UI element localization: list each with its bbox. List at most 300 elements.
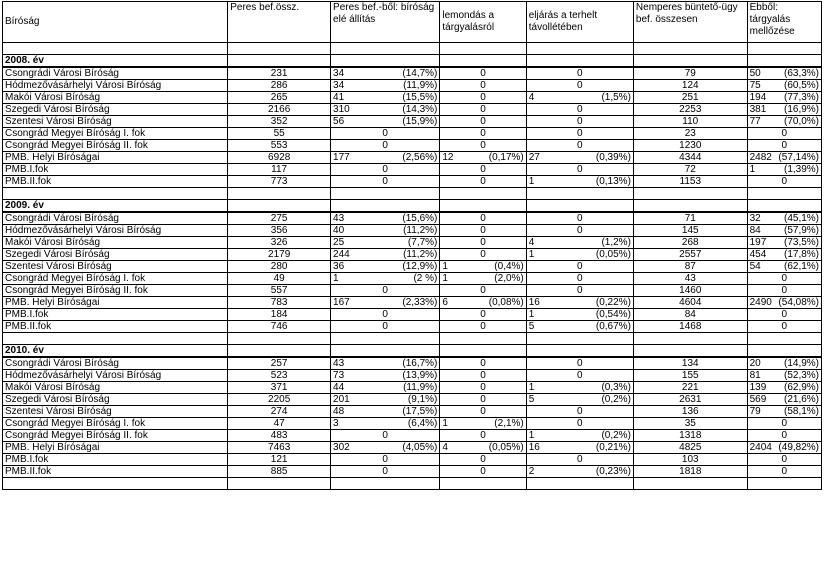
year-row bbox=[3, 200, 822, 213]
header-nemperes: Nemperes büntető-ügy bef. összesen bbox=[633, 2, 747, 43]
biro-ele-allitas-percent: (15,6%) bbox=[402, 212, 438, 224]
nemperes-total: 1468 bbox=[633, 321, 747, 333]
tavollet-percent: (1,2%) bbox=[601, 236, 631, 248]
lemondas: 0 bbox=[440, 430, 526, 442]
tavollet-percent: (0,39%) bbox=[595, 151, 631, 163]
biro-ele-allitas-percent: (11,2%) bbox=[403, 248, 438, 260]
biro-ele-allitas-percent: (14,7%) bbox=[402, 67, 438, 79]
tavollet: 0 bbox=[526, 128, 633, 140]
targyalas-mellozese bbox=[747, 237, 821, 249]
tavollet bbox=[526, 394, 633, 406]
biro-ele-allitas-count: 34 bbox=[333, 67, 345, 79]
spacer-cell bbox=[440, 333, 526, 345]
lemondas: 0 bbox=[440, 370, 526, 382]
spacer-cell bbox=[633, 43, 747, 55]
tavollet-percent: (0,05%) bbox=[595, 248, 631, 260]
biro-ele-allitas bbox=[331, 273, 440, 285]
biro-ele-allitas-percent: (2,56%) bbox=[402, 151, 438, 163]
nemperes-total: 2631 bbox=[633, 394, 747, 406]
peres-total: 352 bbox=[228, 116, 331, 128]
tavollet: 0 bbox=[526, 370, 633, 382]
biro-ele-allitas-percent: (7,7%) bbox=[407, 236, 438, 248]
tavollet: 0 bbox=[526, 104, 633, 116]
biro-ele-allitas-percent: (2 %) bbox=[413, 272, 438, 284]
tavollet bbox=[526, 152, 633, 164]
table-row bbox=[3, 116, 822, 128]
tavollet-count: 16 bbox=[528, 296, 540, 308]
court-name: Csongrád Megyei Bíróság I. fok bbox=[3, 418, 228, 430]
spacer-cell bbox=[633, 188, 747, 200]
peres-total: 257 bbox=[228, 357, 331, 370]
targyalas-mellozese: 0 bbox=[747, 430, 821, 442]
lemondas: 0 bbox=[440, 237, 526, 249]
nemperes-total: 84 bbox=[633, 309, 747, 321]
targyalas-mellozese-percent: (60,5%) bbox=[783, 79, 819, 91]
biro-ele-allitas bbox=[331, 104, 440, 116]
lemondas: 0 bbox=[440, 225, 526, 237]
tavollet bbox=[526, 297, 633, 309]
targyalas-mellozese-percent: (14,9%) bbox=[783, 357, 819, 369]
biro-ele-allitas: 0 bbox=[331, 164, 440, 176]
lemondas: 0 bbox=[440, 309, 526, 321]
tavollet: 0 bbox=[526, 140, 633, 152]
court-statistics-table bbox=[2, 1, 822, 490]
spacer-cell bbox=[747, 478, 821, 490]
targyalas-mellozese: 0 bbox=[747, 466, 821, 478]
nemperes-total: 110 bbox=[633, 116, 747, 128]
tavollet-count: 4 bbox=[528, 236, 535, 248]
targyalas-mellozese bbox=[747, 92, 821, 104]
peres-total: 117 bbox=[228, 164, 331, 176]
peres-total: 783 bbox=[228, 297, 331, 309]
biro-ele-allitas-count: 56 bbox=[333, 115, 345, 127]
court-name: PMB. Helyi Bíróságai bbox=[3, 442, 228, 454]
lemondas-percent: (2,1%) bbox=[494, 417, 524, 429]
year-label: 2009. év bbox=[3, 200, 228, 213]
peres-total: 275 bbox=[228, 212, 331, 225]
court-name: Csongrádi Városi Bíróság bbox=[3, 212, 228, 225]
year-label: 2008. év bbox=[3, 55, 228, 68]
tavollet-count: 4 bbox=[528, 91, 535, 103]
spacer-cell bbox=[228, 478, 331, 490]
court-name: Szentesi Városi Bíróság bbox=[3, 116, 228, 128]
targyalas-mellozese-count: 79 bbox=[749, 405, 761, 417]
lemondas-count: 6 bbox=[442, 296, 448, 308]
tavollet: 0 bbox=[526, 164, 633, 176]
table-row bbox=[3, 297, 822, 309]
spacer-cell bbox=[3, 478, 228, 490]
biro-ele-allitas bbox=[331, 237, 440, 249]
biro-ele-allitas-count: 25 bbox=[333, 236, 345, 248]
targyalas-mellozese: 0 bbox=[747, 128, 821, 140]
table-row bbox=[3, 176, 822, 188]
tavollet-count: 1 bbox=[528, 175, 535, 187]
peres-total: 356 bbox=[228, 225, 331, 237]
year-empty-cell bbox=[228, 55, 331, 68]
table-row bbox=[3, 357, 822, 370]
spacer-cell bbox=[3, 333, 228, 345]
peres-total: 286 bbox=[228, 80, 331, 92]
year-row bbox=[3, 345, 822, 358]
court-name: PMB. Helyi Bíróságai bbox=[3, 297, 228, 309]
biro-ele-allitas-count: 40 bbox=[333, 224, 345, 236]
targyalas-mellozese bbox=[747, 406, 821, 418]
targyalas-mellozese-count: 81 bbox=[749, 369, 761, 381]
targyalas-mellozese-count: 32 bbox=[749, 212, 761, 224]
tavollet: 0 bbox=[526, 261, 633, 273]
court-name: PMB.I.fok bbox=[3, 454, 228, 466]
spacer-row bbox=[3, 43, 822, 55]
biro-ele-allitas-percent: (4,05%) bbox=[402, 441, 438, 453]
spacer-cell bbox=[3, 43, 228, 55]
targyalas-mellozese-percent: (1,39%) bbox=[783, 163, 819, 175]
table-row bbox=[3, 406, 822, 418]
nemperes-total: 72 bbox=[633, 164, 747, 176]
lemondas: 0 bbox=[440, 92, 526, 104]
biro-ele-allitas-count: 43 bbox=[333, 212, 345, 224]
lemondas: 0 bbox=[440, 406, 526, 418]
biro-ele-allitas bbox=[331, 80, 440, 92]
targyalas-mellozese-percent: (63,3%) bbox=[783, 67, 819, 79]
tavollet bbox=[526, 176, 633, 188]
nemperes-total: 4604 bbox=[633, 297, 747, 309]
biro-ele-allitas: 0 bbox=[331, 466, 440, 478]
tavollet-count: 27 bbox=[528, 151, 540, 163]
targyalas-mellozese-percent: (62,1%) bbox=[783, 260, 819, 272]
nemperes-total: 221 bbox=[633, 382, 747, 394]
lemondas-count: 1 bbox=[442, 260, 448, 272]
tavollet-percent: (0,21%) bbox=[595, 441, 631, 453]
peres-total: 885 bbox=[228, 466, 331, 478]
biro-ele-allitas-count: 44 bbox=[333, 381, 345, 393]
tavollet bbox=[526, 309, 633, 321]
peres-total: 6928 bbox=[228, 152, 331, 164]
targyalas-mellozese bbox=[747, 104, 821, 116]
biro-ele-allitas bbox=[331, 116, 440, 128]
tavollet bbox=[526, 237, 633, 249]
targyalas-mellozese bbox=[747, 212, 821, 225]
lemondas: 0 bbox=[440, 67, 526, 80]
table-row bbox=[3, 128, 822, 140]
targyalas-mellozese: 0 bbox=[747, 176, 821, 188]
tavollet bbox=[526, 321, 633, 333]
peres-total: 47 bbox=[228, 418, 331, 430]
peres-total: 2166 bbox=[228, 104, 331, 116]
table-row bbox=[3, 249, 822, 261]
targyalas-mellozese: 0 bbox=[747, 418, 821, 430]
targyalas-mellozese-count: 54 bbox=[749, 260, 761, 272]
header-eljaras: eljárás a terhelt távollétében bbox=[526, 2, 633, 43]
year-empty-cell bbox=[440, 345, 526, 358]
nemperes-total: 155 bbox=[633, 370, 747, 382]
tavollet: 0 bbox=[526, 212, 633, 225]
tavollet-percent: (0,23%) bbox=[595, 465, 631, 477]
lemondas: 0 bbox=[440, 382, 526, 394]
nemperes-total: 2253 bbox=[633, 104, 747, 116]
biro-ele-allitas-percent: (13,9%) bbox=[402, 369, 438, 381]
targyalas-mellozese-count: 2482 bbox=[749, 151, 772, 163]
nemperes-total: 79 bbox=[633, 67, 747, 80]
lemondas: 0 bbox=[440, 128, 526, 140]
nemperes-total: 4825 bbox=[633, 442, 747, 454]
year-empty-cell bbox=[331, 55, 440, 68]
biro-ele-allitas bbox=[331, 297, 440, 309]
spacer-cell bbox=[747, 188, 821, 200]
table-row bbox=[3, 164, 822, 176]
lemondas: 0 bbox=[440, 104, 526, 116]
targyalas-mellozese bbox=[747, 116, 821, 128]
court-name: Csongrádi Városi Bíróság bbox=[3, 357, 228, 370]
targyalas-mellozese bbox=[747, 225, 821, 237]
peres-total: 274 bbox=[228, 406, 331, 418]
biro-ele-allitas-count: 36 bbox=[333, 260, 345, 272]
biro-ele-allitas-percent: (15,5%) bbox=[402, 91, 438, 103]
tavollet-count: 1 bbox=[528, 429, 535, 441]
targyalas-mellozese bbox=[747, 297, 821, 309]
year-empty-cell bbox=[633, 55, 747, 68]
tavollet: 0 bbox=[526, 116, 633, 128]
lemondas-count: 1 bbox=[442, 417, 448, 429]
year-empty-cell bbox=[747, 55, 821, 68]
targyalas-mellozese: 0 bbox=[747, 140, 821, 152]
year-empty-cell bbox=[526, 345, 633, 358]
biro-ele-allitas-count: 177 bbox=[333, 151, 350, 163]
tavollet-count: 5 bbox=[528, 320, 535, 332]
nemperes-total: 124 bbox=[633, 80, 747, 92]
tavollet: 0 bbox=[526, 285, 633, 297]
lemondas: 0 bbox=[440, 176, 526, 188]
tavollet bbox=[526, 249, 633, 261]
nemperes-total: 23 bbox=[633, 128, 747, 140]
targyalas-mellozese-percent: (58,1%) bbox=[783, 405, 819, 417]
biro-ele-allitas: 0 bbox=[331, 285, 440, 297]
targyalas-mellozese-count: 194 bbox=[749, 91, 767, 103]
peres-total: 483 bbox=[228, 430, 331, 442]
targyalas-mellozese-percent: (62,9%) bbox=[783, 381, 819, 393]
spacer-cell bbox=[440, 43, 526, 55]
lemondas: 0 bbox=[440, 285, 526, 297]
table-row bbox=[3, 212, 822, 225]
targyalas-mellozese-count: 197 bbox=[749, 236, 767, 248]
peres-total: 184 bbox=[228, 309, 331, 321]
biro-ele-allitas bbox=[331, 357, 440, 370]
biro-ele-allitas bbox=[331, 442, 440, 454]
table-row bbox=[3, 152, 822, 164]
targyalas-mellozese-count: 20 bbox=[749, 357, 761, 369]
targyalas-mellozese-count: 569 bbox=[749, 393, 767, 405]
year-empty-cell bbox=[526, 55, 633, 68]
table-row bbox=[3, 382, 822, 394]
peres-total: 231 bbox=[228, 67, 331, 80]
targyalas-mellozese-percent: (16,9%) bbox=[783, 103, 819, 115]
targyalas-mellozese bbox=[747, 80, 821, 92]
biro-ele-allitas-count: 3 bbox=[333, 417, 339, 429]
year-empty-cell bbox=[747, 200, 821, 213]
biro-ele-allitas: 0 bbox=[331, 176, 440, 188]
biro-ele-allitas bbox=[331, 382, 440, 394]
biro-ele-allitas-percent: (9,1%) bbox=[407, 393, 438, 405]
spacer-cell bbox=[228, 43, 331, 55]
lemondas bbox=[440, 152, 526, 164]
header-row bbox=[3, 2, 822, 43]
spacer-cell bbox=[526, 333, 633, 345]
table-row bbox=[3, 394, 822, 406]
spacer-cell bbox=[228, 333, 331, 345]
court-name: Csongrád Megyei Bíróság II. fok bbox=[3, 285, 228, 297]
biro-ele-allitas: 0 bbox=[331, 140, 440, 152]
tavollet: 0 bbox=[526, 273, 633, 285]
table-row bbox=[3, 285, 822, 297]
nemperes-total: 87 bbox=[633, 261, 747, 273]
court-name: Szegedi Városi Bíróság bbox=[3, 104, 228, 116]
court-name: Szentesi Városi Bíróság bbox=[3, 261, 228, 273]
targyalas-mellozese-count: 2490 bbox=[749, 296, 772, 308]
peres-total: 7463 bbox=[228, 442, 331, 454]
biro-ele-allitas bbox=[331, 67, 440, 80]
spacer-row bbox=[3, 333, 822, 345]
biro-ele-allitas bbox=[331, 418, 440, 430]
table-row bbox=[3, 370, 822, 382]
biro-ele-allitas bbox=[331, 92, 440, 104]
biro-ele-allitas bbox=[331, 249, 440, 261]
tavollet bbox=[526, 466, 633, 478]
court-name: Hódmezővásárhelyi Városi Bíróság bbox=[3, 225, 228, 237]
court-name: Makói Városi Bíróság bbox=[3, 382, 228, 394]
tavollet: 0 bbox=[526, 357, 633, 370]
targyalas-mellozese bbox=[747, 357, 821, 370]
lemondas: 0 bbox=[440, 249, 526, 261]
table-row bbox=[3, 430, 822, 442]
tavollet-percent: (0,3%) bbox=[601, 381, 631, 393]
spacer-cell bbox=[633, 333, 747, 345]
header-court: Bíróság bbox=[3, 2, 228, 43]
tavollet: 0 bbox=[526, 418, 633, 430]
targyalas-mellozese-count: 1 bbox=[749, 163, 756, 175]
nemperes-total: 136 bbox=[633, 406, 747, 418]
targyalas-mellozese bbox=[747, 152, 821, 164]
targyalas-mellozese-count: 50 bbox=[749, 67, 761, 79]
spacer-cell bbox=[331, 333, 440, 345]
peres-total: 2179 bbox=[228, 249, 331, 261]
tavollet: 0 bbox=[526, 406, 633, 418]
biro-ele-allitas-count: 73 bbox=[333, 369, 345, 381]
court-name: PMB.II.fok bbox=[3, 466, 228, 478]
lemondas bbox=[440, 261, 526, 273]
lemondas-percent: (2,0%) bbox=[494, 272, 524, 284]
tavollet bbox=[526, 442, 633, 454]
nemperes-total: 71 bbox=[633, 212, 747, 225]
court-name: Csongrádi Városi Bíróság bbox=[3, 67, 228, 80]
lemondas bbox=[440, 273, 526, 285]
lemondas: 0 bbox=[440, 321, 526, 333]
targyalas-mellozese bbox=[747, 442, 821, 454]
lemondas-percent: (0,4%) bbox=[494, 260, 524, 272]
targyalas-mellozese bbox=[747, 394, 821, 406]
spacer-cell bbox=[633, 478, 747, 490]
header-lemondas: lemondás a tárgyalásról bbox=[440, 2, 526, 43]
biro-ele-allitas bbox=[331, 370, 440, 382]
targyalas-mellozese: 0 bbox=[747, 321, 821, 333]
peres-total: 371 bbox=[228, 382, 331, 394]
biro-ele-allitas-percent: (15,9%) bbox=[402, 115, 438, 127]
biro-ele-allitas-count: 41 bbox=[333, 91, 345, 103]
court-name: PMB.I.fok bbox=[3, 309, 228, 321]
court-name: Szegedi Városi Bíróság bbox=[3, 249, 228, 261]
table-row bbox=[3, 309, 822, 321]
spacer-cell bbox=[526, 188, 633, 200]
biro-ele-allitas-count: 43 bbox=[333, 357, 345, 369]
targyalas-mellozese bbox=[747, 164, 821, 176]
court-name: Csongrád Megyei Bíróság II. fok bbox=[3, 140, 228, 152]
court-name: Csongrád Megyei Bíróság II. fok bbox=[3, 430, 228, 442]
peres-total: 326 bbox=[228, 237, 331, 249]
lemondas: 0 bbox=[440, 80, 526, 92]
biro-ele-allitas: 0 bbox=[331, 454, 440, 466]
lemondas: 0 bbox=[440, 164, 526, 176]
biro-ele-allitas-count: 1 bbox=[333, 272, 339, 284]
court-name: Hódmezővásárhelyi Városi Bíróság bbox=[3, 370, 228, 382]
biro-ele-allitas-percent: (16,7%) bbox=[402, 357, 438, 369]
biro-ele-allitas-percent: (11,9%) bbox=[403, 381, 438, 393]
tavollet-percent: (0,13%) bbox=[595, 175, 631, 187]
court-name: Csongrád Megyei Bíróság I. fok bbox=[3, 128, 228, 140]
table-row bbox=[3, 67, 822, 80]
lemondas bbox=[440, 418, 526, 430]
lemondas bbox=[440, 297, 526, 309]
targyalas-mellozese-count: 84 bbox=[749, 224, 761, 236]
court-name: PMB.II.fok bbox=[3, 176, 228, 188]
court-name: Csongrád Megyei Bíróság I. fok bbox=[3, 273, 228, 285]
peres-total: 265 bbox=[228, 92, 331, 104]
nemperes-total: 43 bbox=[633, 273, 747, 285]
table-row bbox=[3, 92, 822, 104]
tavollet: 0 bbox=[526, 67, 633, 80]
tavollet-count: 1 bbox=[528, 248, 535, 260]
lemondas: 0 bbox=[440, 116, 526, 128]
year-row bbox=[3, 55, 822, 68]
year-empty-cell bbox=[526, 200, 633, 213]
year-empty-cell bbox=[331, 345, 440, 358]
tavollet bbox=[526, 92, 633, 104]
year-empty-cell bbox=[633, 200, 747, 213]
targyalas-mellozese-count: 77 bbox=[749, 115, 761, 127]
year-empty-cell bbox=[331, 200, 440, 213]
table-row bbox=[3, 454, 822, 466]
biro-ele-allitas: 0 bbox=[331, 430, 440, 442]
nemperes-total: 2557 bbox=[633, 249, 747, 261]
tavollet-percent: (0,2%) bbox=[601, 429, 631, 441]
biro-ele-allitas-percent: (14,3%) bbox=[402, 103, 438, 115]
targyalas-mellozese-count: 75 bbox=[749, 79, 761, 91]
targyalas-mellozese: 0 bbox=[747, 309, 821, 321]
tavollet-percent: (1,5%) bbox=[601, 91, 631, 103]
peres-total: 55 bbox=[228, 128, 331, 140]
tavollet-count: 5 bbox=[528, 393, 535, 405]
year-empty-cell bbox=[440, 55, 526, 68]
biro-ele-allitas-count: 167 bbox=[333, 296, 350, 308]
year-empty-cell bbox=[228, 200, 331, 213]
nemperes-total: 1818 bbox=[633, 466, 747, 478]
biro-ele-allitas-count: 310 bbox=[333, 103, 350, 115]
spacer-row bbox=[3, 188, 822, 200]
tavollet-percent: (0,54%) bbox=[595, 308, 631, 320]
targyalas-mellozese: 0 bbox=[747, 454, 821, 466]
peres-total: 121 bbox=[228, 454, 331, 466]
tavollet-percent: (0,2%) bbox=[601, 393, 631, 405]
targyalas-mellozese bbox=[747, 382, 821, 394]
biro-ele-allitas bbox=[331, 394, 440, 406]
biro-ele-allitas-percent: (11,2%) bbox=[403, 224, 438, 236]
